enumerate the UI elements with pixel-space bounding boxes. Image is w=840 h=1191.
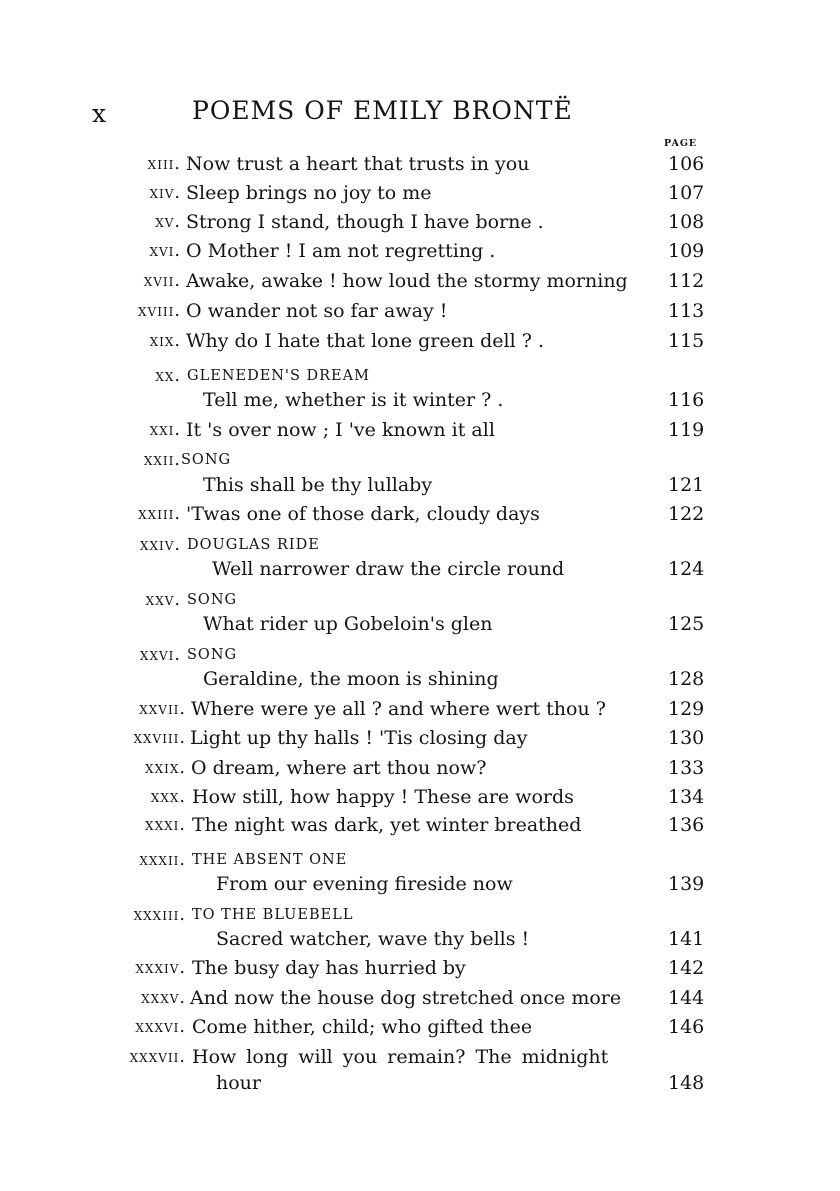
entry-title: Why do I hate that lone green dell ? . (186, 330, 544, 352)
toc-entry (0, 813, 840, 839)
entry-title: Strong I stand, though I have borne . (186, 211, 544, 233)
toc-entry (0, 697, 840, 723)
entry-page: 109 (668, 240, 705, 262)
entry-numeral: xxxiii. (133, 905, 186, 925)
entry-numeral: xxx. (150, 787, 186, 807)
entry-title: Geraldine, the moon is shining (203, 668, 499, 690)
entry-numeral: xxxvii. (129, 1047, 186, 1067)
toc-entry (0, 785, 840, 811)
entry-title: How long will you remain? The midnight (192, 1046, 609, 1068)
toc-entry (0, 152, 840, 178)
entry-page: 108 (668, 211, 705, 233)
entry-title: And now the house dog stretched once more (190, 987, 622, 1009)
entry-page: 119 (668, 419, 705, 441)
entry-page: 121 (668, 474, 705, 496)
toc-entry (0, 210, 840, 236)
entry-title: O wander not so far away ! (186, 300, 448, 322)
entry-page: 106 (668, 153, 705, 175)
entry-heading: GLENEDEN'S DREAM (187, 368, 370, 384)
entry-numeral: xviii. (137, 301, 181, 321)
entry-page: 128 (668, 668, 705, 690)
entry-numeral: xxi. (149, 420, 181, 440)
toc-entry (0, 299, 840, 325)
entry-title: Awake, awake ! how loud the stormy morning (186, 270, 628, 292)
toc-entry (0, 643, 840, 669)
toc-entry (0, 418, 840, 444)
entry-title: Sacred watcher, wave thy bells ! (216, 928, 530, 950)
running-head: POEMS OF EMILY BRONTË (192, 96, 573, 125)
toc-entry (0, 588, 840, 614)
toc-entry (0, 756, 840, 782)
entry-numeral: xxvi. (139, 645, 181, 665)
entry-title: It 's over now ; I 've known it all (186, 419, 495, 441)
entry-title: O Mother ! I am not regretting . (186, 240, 496, 262)
entry-title: What rider up Gobeloin's glen (203, 613, 493, 635)
entry-page: 125 (668, 613, 705, 635)
entry-numeral: xxxii. (139, 850, 186, 870)
entry-page: 134 (668, 786, 705, 808)
entry-page: 122 (668, 503, 705, 525)
toc-entry (0, 502, 840, 528)
entry-page: 112 (668, 270, 705, 292)
entry-numeral: xxxvi. (135, 1017, 186, 1037)
toc-entry (0, 533, 840, 559)
entry-title: O dream, where art thou now? (191, 757, 487, 779)
entry-numeral: xxxv. (141, 988, 186, 1008)
toc-entry (0, 269, 840, 295)
entry-page: 142 (668, 957, 705, 979)
entry-numeral: xxviii. (133, 728, 186, 748)
toc-entry (0, 1045, 840, 1071)
entry-page: 107 (668, 182, 705, 204)
toc-entry (0, 239, 840, 265)
entry-numeral: xxiii. (138, 504, 181, 524)
entry-heading: TO THE BLUEBELL (192, 907, 354, 923)
entry-numeral: xiii. (147, 154, 181, 174)
toc-entry (0, 848, 840, 874)
toc-entry-subline (0, 872, 840, 898)
entry-title: The night was dark, yet winter breathed (192, 814, 582, 836)
toc-entry-subline (0, 612, 840, 638)
entry-title: This shall be thy lullaby (203, 474, 433, 496)
entry-page: 113 (668, 300, 705, 322)
entry-page: 116 (668, 389, 705, 411)
entry-numeral: xxxi. (145, 815, 186, 835)
entry-page: 144 (668, 987, 705, 1009)
entry-numeral: xxiv. (139, 535, 181, 555)
entry-page: 141 (668, 928, 705, 950)
toc-entry (0, 986, 840, 1012)
entry-title: Sleep brings no joy to me (186, 182, 432, 204)
entry-numeral: xxix. (145, 758, 186, 778)
entry-heading: SONG (187, 647, 238, 663)
entry-page: 139 (668, 873, 705, 895)
entry-title: Now trust a heart that trusts in you (186, 153, 530, 175)
entry-heading: SONG (181, 452, 232, 468)
toc-entry (0, 1015, 840, 1041)
entry-heading: DOUGLAS RIDE (187, 537, 320, 553)
toc-entry-subline (0, 667, 840, 693)
entry-page: 124 (668, 558, 705, 580)
entry-title: Come hither, child; who gifted thee (192, 1016, 533, 1038)
entry-page: 130 (668, 727, 705, 749)
entry-numeral: xx. (155, 366, 181, 386)
entry-title: Light up thy halls ! 'Tis closing day (190, 727, 528, 749)
entry-numeral: xix. (149, 331, 181, 351)
entry-title: 'Twas one of those dark, cloudy days (186, 503, 540, 525)
entry-title: How still, how happy ! These are words (192, 786, 574, 808)
entry-title: Where were ye all ? and where wert thou ? (191, 698, 606, 720)
entry-numeral: xiv. (149, 183, 181, 203)
entry-title: Tell me, whether is it winter ? . (203, 389, 504, 411)
entry-numeral: xv. (155, 212, 181, 232)
toc-entry (0, 726, 840, 752)
entry-title: From our evening fireside now (216, 873, 513, 895)
toc-entry (0, 956, 840, 982)
entry-title: Well narrower draw the circle round (212, 558, 565, 580)
entry-page: 136 (668, 814, 705, 836)
entry-page: 146 (668, 1016, 705, 1038)
page-column-label: PAGE (664, 138, 698, 149)
entry-heading: THE ABSENT ONE (192, 852, 348, 868)
entry-title-continuation: hour (216, 1072, 261, 1094)
toc-entry (0, 903, 840, 929)
entry-page: 129 (668, 698, 705, 720)
entry-page: 115 (668, 330, 705, 352)
entry-page: 148 (668, 1072, 705, 1094)
toc-entry (0, 329, 840, 355)
toc-entry (0, 181, 840, 207)
entry-page: 133 (668, 757, 705, 779)
toc-entry-subline (0, 557, 840, 583)
page-number: x (92, 99, 107, 128)
toc-entry (0, 448, 840, 474)
toc-entry-subline (0, 388, 840, 414)
entry-numeral: xxv. (145, 590, 181, 610)
toc-entry-subline (0, 1071, 840, 1097)
toc-entry-subline (0, 927, 840, 953)
entry-numeral: xxxiv. (135, 958, 186, 978)
toc-entry-subline (0, 473, 840, 499)
entry-numeral: xvii. (143, 271, 181, 291)
entry-title: The busy day has hurried by (192, 957, 466, 979)
entry-numeral: xvi. (149, 241, 181, 261)
entry-heading: SONG (187, 592, 238, 608)
entry-numeral: xxii. (143, 450, 181, 470)
entry-numeral: xxvii. (139, 699, 186, 719)
toc-entry (0, 364, 840, 390)
